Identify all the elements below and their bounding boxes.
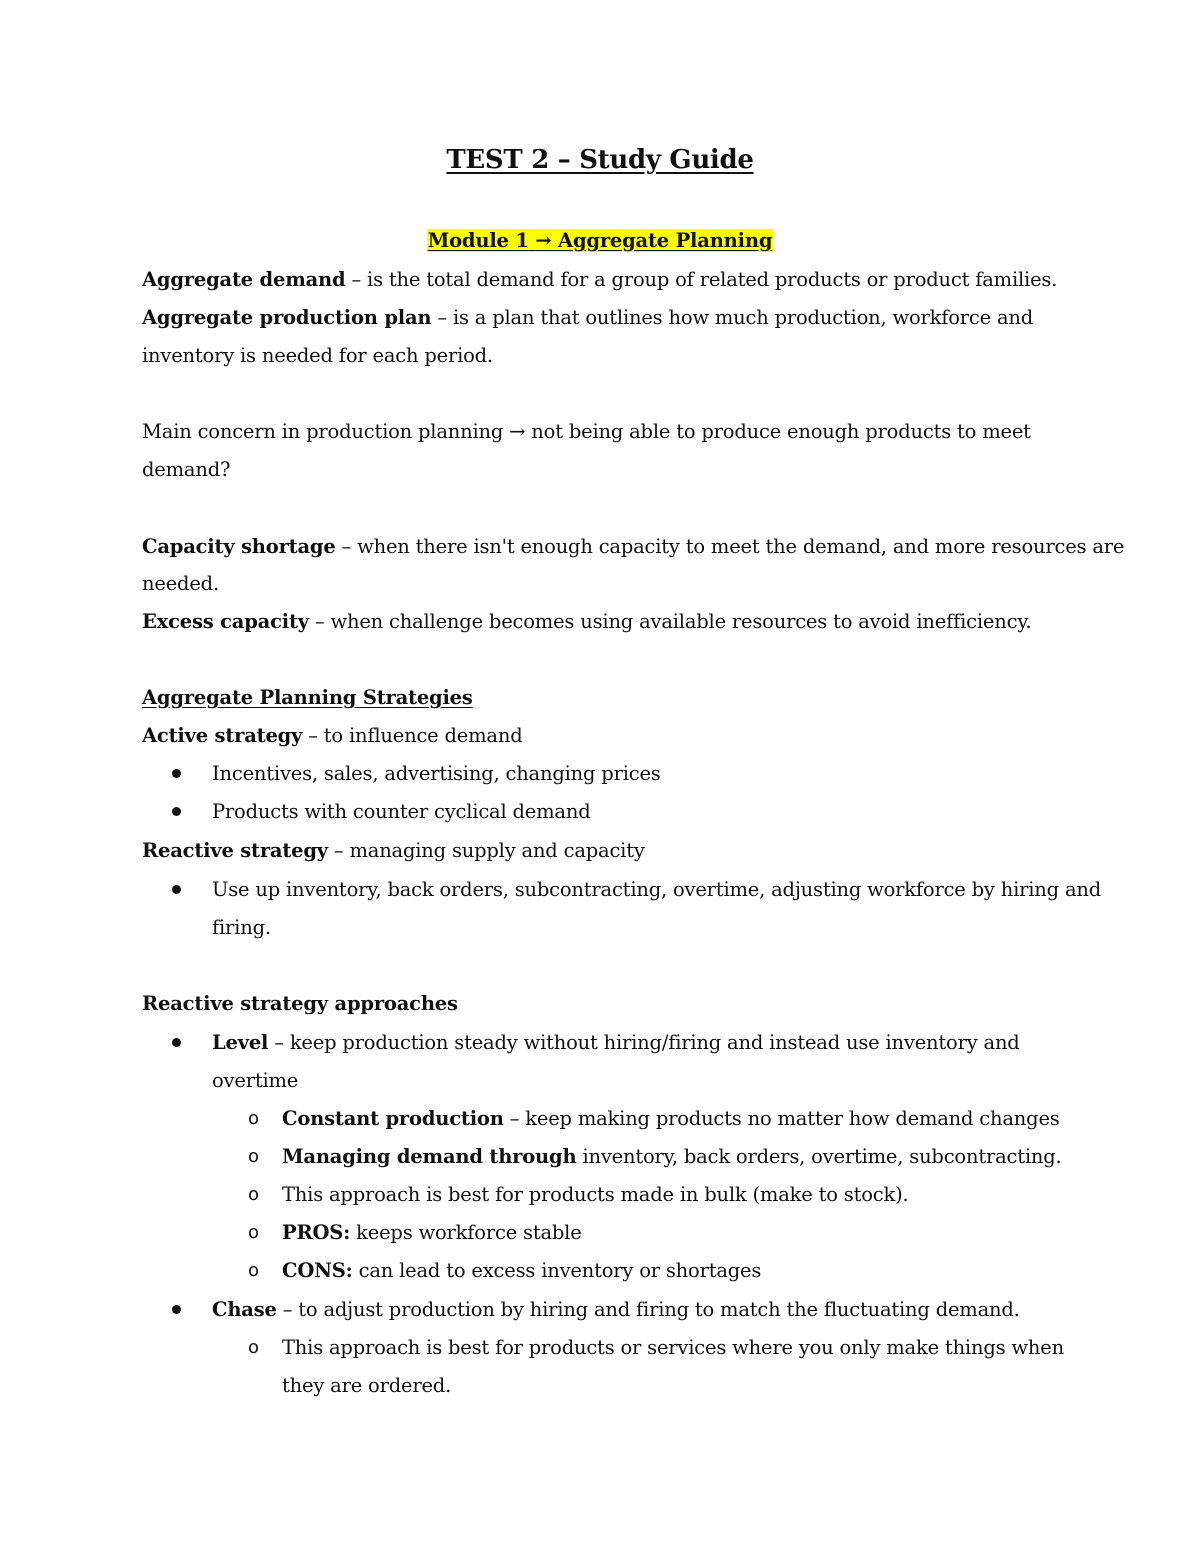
term: Managing demand through [282, 1145, 577, 1168]
definition-excess-capacity [142, 610, 1032, 634]
sub-list-item [282, 1221, 582, 1245]
list-item: Incentives, sales, advertising, changing prices [212, 762, 661, 785]
list-item-continuation: overtime [212, 1069, 299, 1092]
bullet-icon [172, 878, 184, 890]
definition: – to influence demand [302, 724, 523, 747]
module-label: Module 1 [427, 229, 529, 252]
definition-aggregate-plan [142, 306, 1033, 330]
circle-bullet-icon: o [248, 1108, 260, 1129]
list-item-level [212, 1031, 1020, 1055]
module-highlight [427, 229, 774, 252]
circle-bullet-icon: o [248, 1222, 260, 1243]
list-item: Products with counter cyclical demand [212, 800, 591, 823]
definition: – is a plan that outlines how much production, workforce and [431, 306, 1034, 329]
circle-bullet-icon: o [248, 1260, 260, 1281]
definition-reactive-strategy [142, 839, 645, 863]
term: Excess capacity [142, 610, 309, 633]
sub-list-item-continuation: they are ordered. [282, 1374, 452, 1397]
term: Aggregate production plan [142, 306, 432, 329]
term: Reactive strategy [142, 839, 328, 862]
term: Level [212, 1031, 269, 1054]
circle-bullet-icon: o [248, 1146, 260, 1167]
term: Aggregate demand [142, 268, 346, 291]
list-item-chase [212, 1298, 1020, 1322]
page-title: TEST 2 – Study Guide [446, 145, 754, 175]
term: PROS: [282, 1221, 351, 1244]
definition: – managing supply and capacity [327, 839, 645, 862]
sub-list-item [282, 1259, 761, 1283]
term: Constant production [282, 1107, 504, 1130]
main-concern-continuation: demand? [142, 458, 231, 481]
module-heading [0, 229, 1200, 253]
term: CONS: [282, 1259, 353, 1282]
text: can lead to excess inventory or shortages [352, 1259, 762, 1282]
bullet-icon [172, 1031, 184, 1043]
section-heading-strategies: Aggregate Planning Strategies [142, 686, 473, 709]
bullet-icon [172, 1298, 184, 1310]
definition-active-strategy [142, 724, 523, 748]
sub-list-item [282, 1145, 1062, 1169]
list-item: Use up inventory, back orders, subcontracting, overtime, adjusting workforce by hiring and [212, 878, 1102, 901]
sub-list-item [282, 1183, 909, 1207]
module-topic: Aggregate Planning [558, 229, 773, 252]
text: This approach is best for products made in bulk (make to stock). [282, 1183, 909, 1206]
section-heading-approaches: Reactive strategy approaches [142, 992, 458, 1015]
definition: – keep production steady without hiring/firing and instead use inventory and [268, 1031, 1020, 1054]
definition: – is the total demand for a group of related products or product families. [345, 268, 1058, 291]
text: inventory, back orders, overtime, subcontracting. [576, 1145, 1062, 1168]
arrow-icon: → [535, 229, 552, 252]
text: – keep making products no matter how demand changes [503, 1107, 1060, 1130]
list-item-continuation: firing. [212, 916, 271, 939]
bullet-icon [172, 800, 184, 812]
definition: – when there isn't enough capacity to meet the demand, and more resources are [335, 535, 1125, 558]
term: Chase [212, 1298, 277, 1321]
text: keeps workforce stable [350, 1221, 582, 1244]
circle-bullet-icon: o [248, 1337, 260, 1358]
sub-list-item: This approach is best for products or services where you only make things when [282, 1336, 1064, 1359]
definition: – when challenge becomes using available resources to avoid inefficiency. [308, 610, 1032, 633]
circle-bullet-icon: o [248, 1184, 260, 1205]
term: Capacity shortage [142, 535, 336, 558]
bullet-icon [172, 762, 184, 774]
definition: – to adjust production by hiring and firing to match the fluctuating demand. [276, 1298, 1020, 1321]
term: Active strategy [142, 724, 303, 747]
main-concern-line: Main concern in production planning → not being able to produce enough products to meet [142, 420, 1031, 443]
definition-continuation: inventory is needed for each period. [142, 344, 493, 367]
definition-continuation: needed. [142, 572, 219, 595]
definition-capacity-shortage [142, 535, 1124, 559]
definition-aggregate-demand [142, 268, 1057, 292]
sub-list-item [282, 1107, 1060, 1131]
